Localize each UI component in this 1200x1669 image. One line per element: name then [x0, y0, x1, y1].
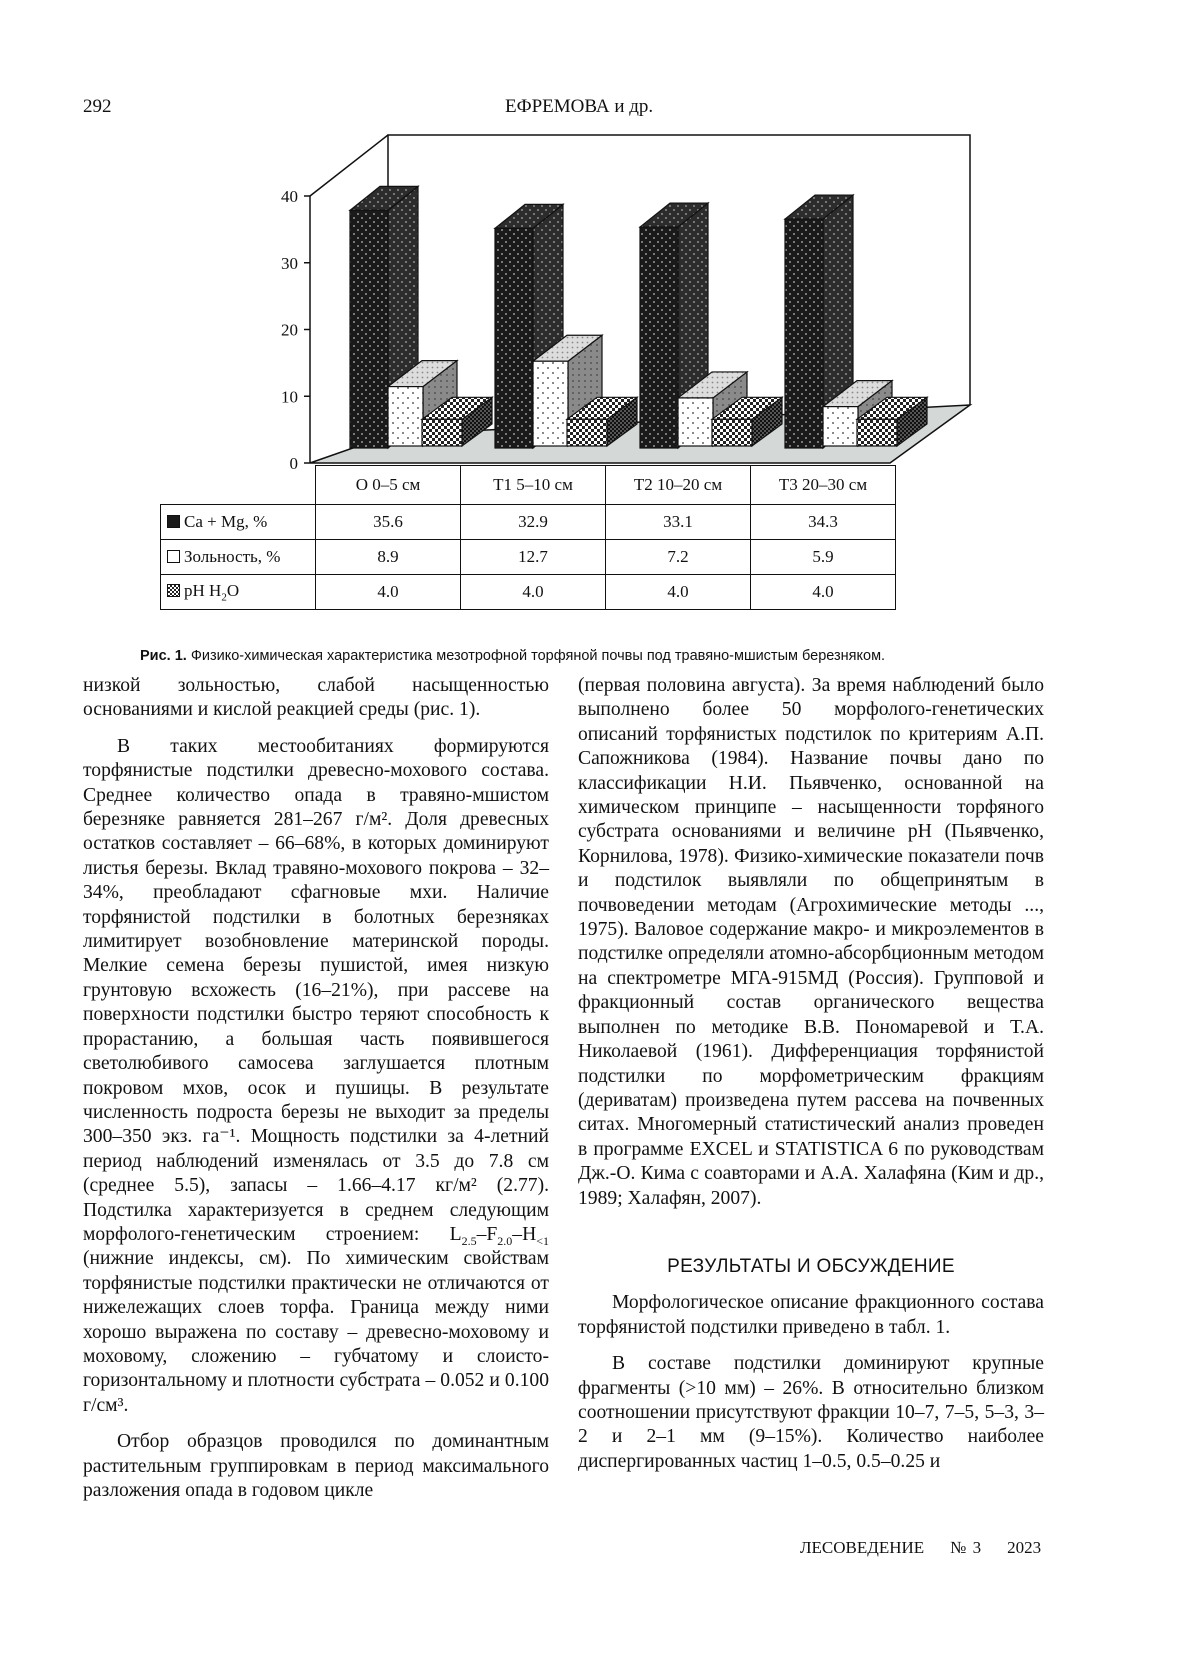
paragraph: (первая половина августа). За время наблюдений было выполнено более 50 морфолого-генетических описаний торфянистых подстилок по критериям А.П. Сапожникова (1984). Название почвы дано по классификации Н.И. Пьявченко, основанной на химическом принципе – насыщенности торфяного субстрата основаниями и величине pH (Пьявченко, Корнилова, 1978). Физико-химические показатели почв и подстилок выявляли по общепринятым в почвоведении методам (Агрохимические методы ..., 1975). Валовое содержание макро- и микроэлементов в подстилке определяли атомно-абсорбционным методом на спектрометре МГА-915МД (Россия). Групповой и фракционный состав органического вещества выполнен по методике В.В. Пономаревой и Т.А. Николаевой (1961). Дифференциация торфянистой подстилки по морфометрическим фракциям (дериватам) произведена путем рассева на почвенных ситах. Многомерный статистический анализ проведен в программе EXCEL и STATISTICA 6 по руководствам Дж.-О. Кима с соавторами и А.А. Халафяна (Ким и др., 1989; Халафян, 2007). [578, 674, 1044, 1211]
legend-swatch-icon [167, 584, 180, 597]
issue-number: № 3 [950, 1538, 981, 1557]
y-tick-label: 30 [281, 254, 298, 273]
legend-entry [161, 575, 316, 610]
formula [450, 1224, 549, 1245]
left-column [83, 674, 549, 1515]
caption-text: Физико-химическая характеристика мезотрофной торфяной почвы под травяно-мшистым березняком. [191, 648, 885, 664]
paragraph: В составе подстилки доминируют крупные фрагменты (>10 мм) – 26%. В относительно близком соотношении присутствуют фракции 10–7, 7–5, 5–3, 3–2 и 2–1 мм (9–15%). Количество наиболее диспергированных частиц 1–0.5, 0.5–0.25 и [578, 1352, 1044, 1474]
bar-front [857, 419, 897, 446]
y-tick-label: 20 [281, 321, 298, 340]
table-row [161, 505, 896, 540]
bar-front [422, 419, 462, 446]
bar-front [712, 419, 752, 446]
series-label-tail: O [227, 581, 239, 600]
bar-front [640, 227, 678, 448]
figure-caption [140, 648, 1080, 664]
running-title: ЕФРЕМОВА и др. [505, 96, 653, 118]
section-heading: РЕЗУЛЬТАТЫ И ОБСУЖДЕНИЕ [578, 1255, 1044, 1279]
table-header-row [161, 466, 896, 505]
data-label: 4.0 [316, 575, 461, 610]
series-label: pH H [184, 581, 221, 600]
page-footer [800, 1538, 1067, 1558]
bar-front [567, 419, 607, 446]
data-label: 8.9 [316, 540, 461, 575]
bar-front [350, 210, 388, 448]
bar-front [785, 219, 823, 448]
formula-part: –F [477, 1224, 498, 1245]
paragraph: Морфологическое описание фракционного состава торфянистой подстилки приведено в табл. 1. [578, 1291, 1044, 1340]
paragraph-text: В таких местообитаниях формируются торфянистые подстилки древесно-мохового состава. Среднее количество опада в травяно-мшистом березняке равняется 281–267 г/м². Доля древесных остатков составляет – 66–68%, в которых доминируют листья березы. Вклад травяно-мохового покрова – 32–34%, преобладают сфагновые мхи. Наличие торфянистой подстилки в болотных березняках лимитирует возобновление материнской породы. Мелкие семена березы пушистой, имея низкую грунтовую всхожесть (16–21%), при рассеве на поверхности подстилки быстро теряют способность к прорастанию, а большая часть появившегося светолюбивого самосева заглушается плотным покровом мхов, осок и пушицы. В результате численность подроста березы не выходит за пределы 300–350 экз. га⁻¹. Мощность подстилки за 4-летний период наблюдений изменялась от 3.5 до 7.8 см (среднее 5.5), запасы – 1.66–4.17 кг/м² (2.77). Подстилка характеризуется в среднем следующим морфолого-генетическим строением: [83, 736, 549, 1245]
bar-front [678, 398, 713, 446]
data-label: 4.0 [606, 575, 751, 610]
y-tick-label: 40 [281, 187, 298, 206]
page-number: 292 [83, 96, 112, 118]
data-label: 7.2 [606, 540, 751, 575]
category-label: T1 5–10 см [461, 466, 606, 505]
category-label: T2 10–20 см [606, 466, 751, 505]
table-corner [161, 466, 316, 505]
data-label: 4.0 [751, 575, 896, 610]
chart-data-table [160, 465, 896, 610]
y-tick-label: 10 [281, 387, 298, 406]
category-label: O 0–5 см [316, 466, 461, 505]
paragraph: Отбор образцов проводился по доминантным растительным группировкам в период максимального разложения опада в годовом цикле [83, 1430, 549, 1503]
table-row [161, 575, 896, 610]
category-label: T3 20–30 см [751, 466, 896, 505]
bar-front [533, 361, 568, 446]
right-column [578, 674, 1044, 1486]
table-row [161, 540, 896, 575]
data-label: 4.0 [461, 575, 606, 610]
journal-name: ЛЕСОВЕДЕНИЕ [800, 1538, 924, 1557]
side-wall-top [310, 135, 388, 196]
paragraph: низкой зольностью, слабой насыщенностью основаниями и кислой реакцией среды (рис. 1). [83, 674, 549, 723]
formula-sub: 2.0 [497, 1234, 512, 1248]
bar-front [495, 228, 533, 448]
bar-front [823, 407, 858, 446]
bar-chart-3d [0, 0, 1200, 470]
formula-sub: 2.5 [462, 1234, 477, 1248]
y-tick-label: 0 [290, 454, 299, 470]
series-label-sub: 2 [221, 591, 227, 603]
paragraph [83, 735, 549, 1418]
legend-swatch-icon [167, 515, 180, 528]
bar-front [388, 387, 423, 446]
data-label: 35.6 [316, 505, 461, 540]
data-label: 33.1 [606, 505, 751, 540]
legend-entry [161, 505, 316, 540]
series-label: Зольность, % [184, 547, 280, 566]
legend-entry [161, 540, 316, 575]
year: 2023 [1007, 1538, 1041, 1557]
caption-label: Рис. 1. [140, 648, 187, 664]
formula-sub: <1 [536, 1234, 549, 1248]
data-label: 12.7 [461, 540, 606, 575]
data-label: 5.9 [751, 540, 896, 575]
formula-part: L [450, 1224, 462, 1245]
series-label: Ca + Mg, % [184, 512, 267, 531]
formula-part: –H [512, 1224, 536, 1245]
data-label: 34.3 [751, 505, 896, 540]
data-label: 32.9 [461, 505, 606, 540]
legend-swatch-icon [167, 550, 180, 563]
paragraph-text: (нижние индексы, см). По химическим свойствам торфянистые подстилки практически не отличаются от нижележащих слоев торфа. Граница между ними хорошо выражена по составу – древесно-моховому и моховому, сложению – губчатому и слоисто-горизонтальному и плотности субстрата – 0.052 и 0.100 г/см³. [83, 1248, 549, 1415]
